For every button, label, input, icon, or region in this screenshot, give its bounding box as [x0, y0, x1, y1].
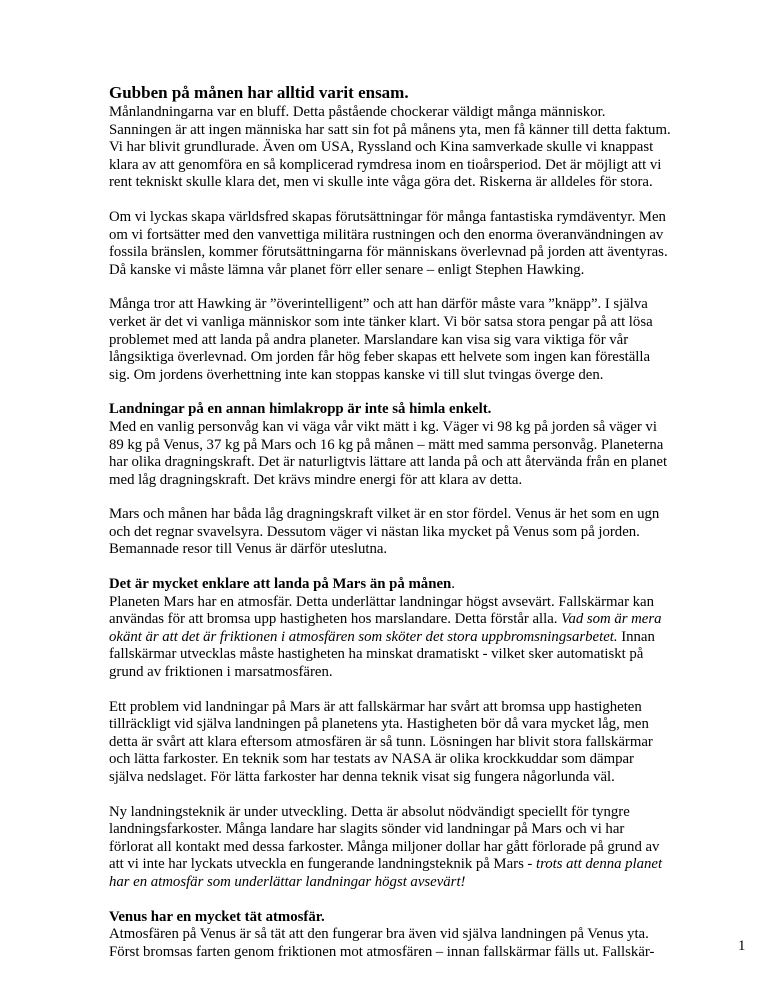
paragraph-5: Mars och månen har båda låg dragningskraft vilket är en stor fördel. Venus är het som en ugn och det regnar svavelsyra. Dessutom väger vi nästan lika mycket på Venus som på jorden. Bemannade resor till Venus är därför uteslutna.	[109, 506, 660, 558]
section-heading-mars-text: Det är mycket enklare att landa på Mars än på månen	[109, 576, 452, 593]
paragraph-4: Med en vanlig personvåg kan vi väga vår vikt mätt i kg. Väger vi 98 kg på jorden så väger vi 89 kg på Venus, 37 kg på Mars och 16 kg på månen – mätt med samma personvåg. Planeterna har olika dragningskraft. Det är naturligtvis lättare att landa på och att återvända från en planet med låg dragningskraft. Det krävs mindre energi för att klara av detta.	[109, 418, 668, 488]
section-heading-venus: Venus har en mycket tät atmosfär.	[109, 908, 325, 925]
section-heading-landings: Landningar på en annan himlakropp är inte så himla enkelt.	[109, 401, 492, 418]
paragraph-9: Atmosfären på Venus är så tät att den fungerar bra även vid själva landningen på Venus yta. Först bromsas farten genom friktionen mot atmosfären – innan fallskärmar fälls ut. Fallskär-	[109, 926, 655, 960]
paragraph-6	[109, 594, 671, 682]
page-number: 1	[738, 938, 746, 954]
section-heading-mars	[109, 576, 671, 594]
paragraph-6-part-c: Innan fallskärmar utvecklas måste hastigheten ha minskat dramatiskt - vilket sker automatiskt på grund av friktionen i marsatmosfären.	[109, 628, 655, 681]
paragraph-6-part-a: Planeten Mars har en atmosfär. Detta underlättar landningar högst avsevärt. Fallskärmar kan användas för att bromsa upp hastigheten hos marslandare. Detta förstår alla.	[109, 593, 654, 628]
paragraph-6-emphasis: Vad som är mera okänt är att det är friktionen i atmosfären som sköter det stora uppbromsningsarbetet.	[109, 611, 662, 645]
document-title: Gubben på månen har alltid varit ensam.	[109, 83, 409, 102]
paragraph-8	[109, 804, 671, 892]
paragraph-1: Månlandningarna var en bluff. Detta påstående chockerar väldigt många människor. Sanningen är att ingen människa har satt sin fot på månens yta, men få känner till detta faktum. Vi har blivit grundlurade. Även om USA, Ryssland och Kina samverkade skulle vi knappast klara av att genomföra en så komplicerad rymdresa inom en tioårsperiod. Det är möjligt att vi rent tekniskt skulle klara det, men vi skulle inte våga göra det. Riskerna är alldeles för stora.	[109, 104, 671, 191]
paragraph-7: Ett problem vid landningar på Mars är att fallskärmar har svårt att bromsa upp hastigheten tillräckligt vid själva landningen på planetens yta. Hastigheten bör då vara mycket låg, men detta är svårt att klara eftersom atmosfären är så tunn. Lösningen har blivit stora fallskärmar och lätta farkoster. En teknik som har testats av NASA är olika krockkuddar som dämpar själva nedslaget. För lätta farkoster har denna teknik visat sig fungera någorlunda väl.	[109, 698, 653, 785]
section-heading-mars-period: .	[451, 576, 455, 593]
paragraph-8-emphasis: trots att denna planet har en atmosfär som underlättar landningar högst avsevärt!	[109, 856, 663, 890]
document-body	[109, 83, 671, 961]
paragraph-3: Många tror att Hawking är ”överintelligent” och att han därför måste vara ”knäpp”. I själva verket är det vi vanliga människor som inte tänker klart. Vi bör satsa stora pengar på att lösa problemet med att landa på andra planeter. Marslandare kan visa sig vara viktiga för vår långsiktiga överlevnad. Om jorden får hög feber skapas ett helvete som ingen kan föreställa sig. Om jordens överhettning inte kan stoppas kanske vi till slut tvingas överge den.	[109, 296, 653, 383]
paragraph-8-part-a: Ny landningsteknik är under utveckling. Detta är absolut nödvändigt speciellt för tyngre landningsfarkoster. Många landare har slagits sönder vid landningar på Mars och vi har förlorat all kontakt med dessa farkoster. Många miljoner dollar har gått förlorade på grund av att vi inte har lyckats utveckla en fungerande landningsteknik på Mars -	[109, 803, 660, 873]
paragraph-2: Om vi lyckas skapa världsfred skapas förutsättningar för många fantastiska rymdäventyr. Men om vi fortsätter med den vanvettiga militära rustningen och den enorma överanvändningen av fossila bränslen, kommer förutsättningarna för människans överlevnad på jorden att äventyras. Då kanske vi måste lämna vår planet förr eller senare – enligt Stephen Hawking.	[109, 208, 668, 278]
